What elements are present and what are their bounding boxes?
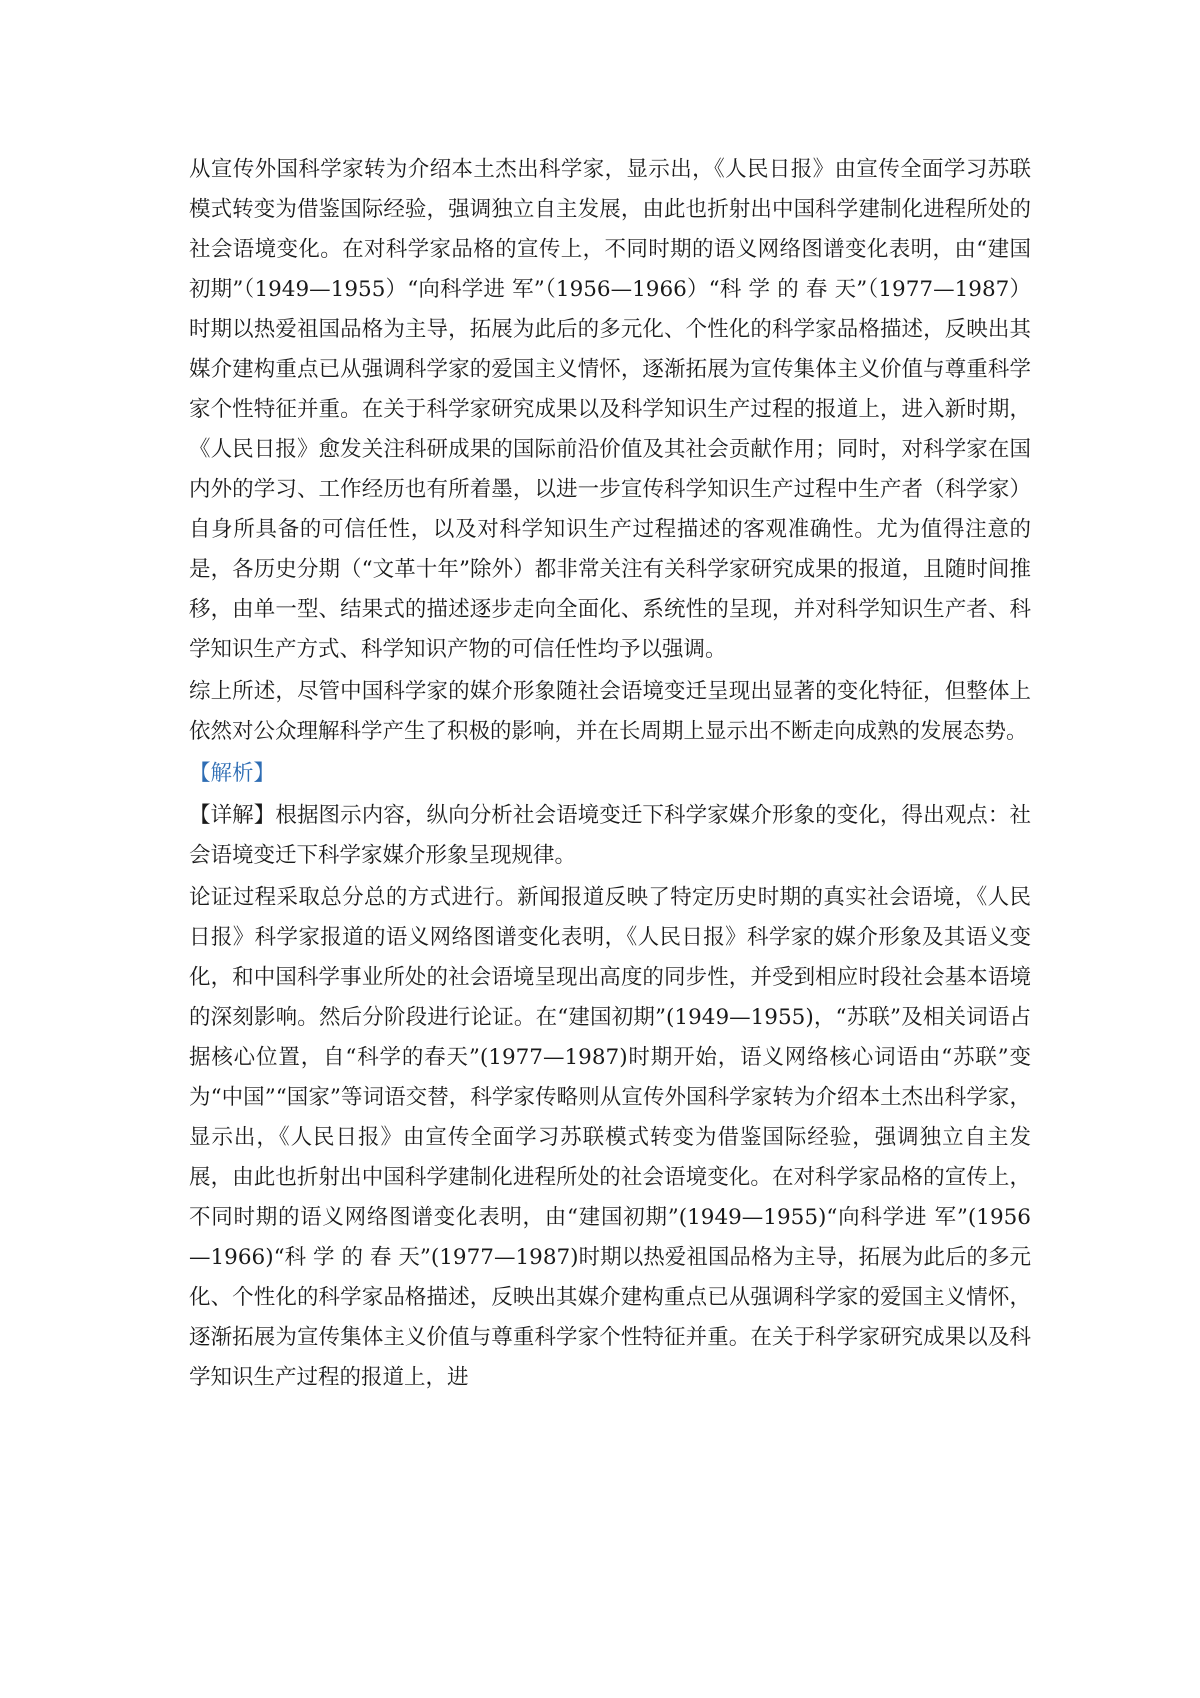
detail-label: 【详解】 [189,803,276,828]
body-paragraph-1: 从宣传外国科学家转为介绍本土杰出科学家，显示出，《人民日报》由宣传全面学习苏联模式转变为借鉴国际经验，强调独立自主发展，由此也折射出中国科学建制化进程所处的社会语境变化。在对科学家品格的宣传上，不同时期的语义网络图谱变化表明，由“建国初期”（1949—1955）“向科学进 军”（1956—1966）“科 学 的 春 天”（1977—1987）时期以热爱祖国品格为主导，拓展为此后的多元化、个性化的科学家品格描述，反映出其媒介建构重点已从强调科学家的爱国主义情怀，逐渐拓展为宣传集体主义价值与尊重科学家个性特征并重。在关于科学家研究成果以及科学知识生产过程的报道上，进入新时期，《人民日报》愈发关注科研成果的国际前沿价值及其社会贡献作用；同时，对科学家在国内外的学习、工作经历也有所着墨，以进一步宣传科学知识生产过程中生产者（科学家）自身所具备的可信任性，以及对科学知识生产过程描述的客观准确性。尤为值得注意的是，各历史分期（“文革十年”除外）都非常关注有关科学家研究成果的报道，且随时间推移，由单一型、结果式的描述逐步走向全面化、系统性的呈现，并对科学知识生产者、科学知识生产方式、科学知识产物的可信任性均予以强调。 [189,157,1031,662]
detail-text: 根据图示内容，纵向分析社会语境变迁下科学家媒介形象的变化，得出观点：社会语境变迁下科学家媒介形象呈现规律。 [189,803,1031,868]
analysis-heading [189,754,1031,794]
body-paragraph-2: 综上所述，尽管中国科学家的媒介形象随社会语境变迁呈现出显著的变化特征，但整体上依然对公众理解科学产生了积极的影响，并在长周期上显示出不断走向成熟的发展态势。 [189,679,1031,744]
document-body [189,150,1031,1398]
argument-paragraph: 论证过程采取总分总的方式进行。新闻报道反映了特定历史时期的真实社会语境，《人民日报》科学家报道的语义网络图谱变化表明，《人民日报》科学家的媒介形象及其语义变化，和中国科学事业所处的社会语境呈现出高度的同步性，并受到相应时段社会基本语境的深刻影响。然后分阶段进行论证。在“建国初期”(1949—1955)，“苏联”及相关词语占据核心位置，自“科学的春天”(1977—1987)时期开始，语义网络核心词语由“苏联”变为“中国”“国家”等词语交替，科学家传略则从宣传外国科学家转为介绍本土杰出科学家，显示出，《人民日报》由宣传全面学习苏联模式转变为借鉴国际经验，强调独立自主发展，由此也折射出中国科学建制化进程所处的社会语境变化。在对科学家品格的宣传上，不同时期的语义网络图谱变化表明，由“建国初期”(1949—1955)“向科学进 军”(1956—1966)“科 学 的 春 天”(1977—1987)时期以热爱祖国品格为主导，拓展为此后的多元化、个性化的科学家品格描述，反映出其媒介建构重点已从强调科学家的爱国主义情怀，逐渐拓展为宣传集体主义价值与尊重科学家个性特征并重。在关于科学家研究成果以及科学知识生产过程的报道上，进 [189,885,1031,1390]
analysis-label: 【解析】 [189,761,276,786]
detail-paragraph [189,796,1031,876]
